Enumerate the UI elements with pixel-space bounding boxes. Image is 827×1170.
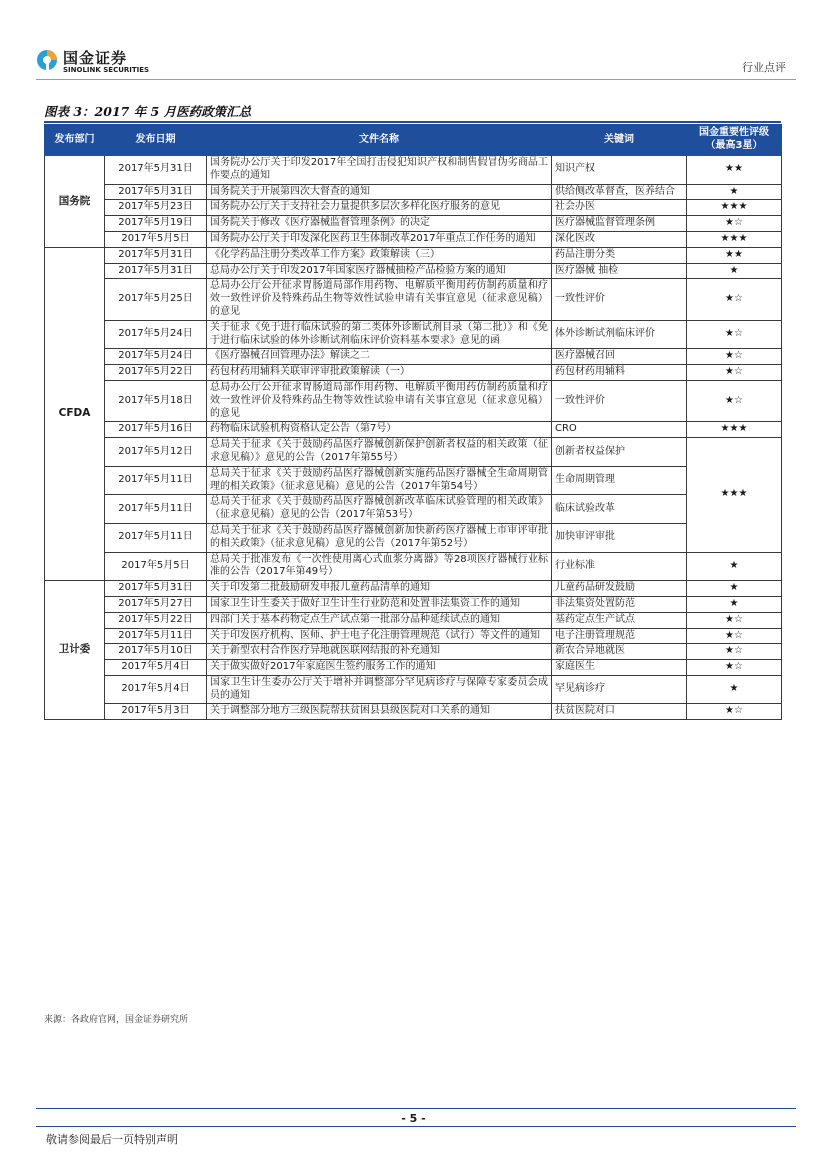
keyword-cell: 扶贫医院对口: [552, 704, 687, 720]
keyword-cell: 基药定点生产试点: [552, 612, 687, 628]
keyword-cell: 医疗器械监督管理条例: [552, 216, 687, 232]
table-row: [45, 279, 782, 320]
table-row: [45, 380, 782, 421]
date-cell: 2017年5月24日: [105, 320, 207, 349]
date-cell: 2017年5月4日: [105, 675, 207, 704]
table-row: [45, 216, 782, 232]
rating-cell: ★: [687, 581, 782, 597]
doc-name-cell: 关于征求《免于进行临床试验的第二类体外诊断试剂目录（第二批）》和《免于进行临床试验的体外诊断试剂临床评价资料基本要求》意见的函: [207, 320, 552, 349]
doc-name-cell: 国家卫生计生委办公厅关于增补并调整部分罕见病诊疗与保障专家委员会成员的通知: [207, 675, 552, 704]
page-header: [36, 44, 796, 80]
keyword-cell: 非法集资处置防范: [552, 596, 687, 612]
doc-name-cell: 四部门关于基本药物定点生产试点第一批部分品种延续试点的通知: [207, 612, 552, 628]
doc-name-cell: 关于新型农村合作医疗异地就医联网结报的补充通知: [207, 644, 552, 660]
table-row: [45, 349, 782, 365]
keyword-cell: 新农合异地就医: [552, 644, 687, 660]
doc-name-cell: 国务院办公厅关于印发深化医药卫生体制改革2017年重点工作任务的通知: [207, 231, 552, 247]
rating-cell: ★: [687, 263, 782, 279]
doc-name-cell: 总局关于批准发布《一次性使用离心式血浆分离器》等28项医疗器械行业标准的公告（2017年第49号）: [207, 552, 552, 581]
rating-cell: ★☆: [687, 644, 782, 660]
keyword-cell: CRO: [552, 422, 687, 438]
date-cell: 2017年5月22日: [105, 365, 207, 381]
date-cell: 2017年5月11日: [105, 523, 207, 552]
table-row: [45, 263, 782, 279]
keyword-cell: 一致性评价: [552, 279, 687, 320]
table-row: [45, 231, 782, 247]
brand-name-cn: 国金证券: [63, 49, 128, 67]
keyword-cell: 深化医改: [552, 231, 687, 247]
keyword-cell: 一致性评价: [552, 380, 687, 421]
keyword-cell: 体外诊断试剂临床评价: [552, 320, 687, 349]
footer-divider-bottom: [36, 1126, 796, 1127]
doc-name-cell: 关于印发医疗机构、医师、护士电子化注册管理规范（试行）等文件的通知: [207, 628, 552, 644]
doc-name-cell: 国务院办公厅关于印发2017年全国打击侵犯知识产权和制售假冒伪劣商品工作要点的通知: [207, 156, 552, 185]
date-cell: 2017年5月16日: [105, 422, 207, 438]
table-row: [45, 612, 782, 628]
date-cell: 2017年5月27日: [105, 596, 207, 612]
header-dept: 发布部门: [45, 125, 105, 156]
rating-cell: ★☆: [687, 660, 782, 676]
doc-name-cell: 总局办公厅关于印发2017年国家医疗器械抽检产品检验方案的通知: [207, 263, 552, 279]
doc-name-cell: 药包材药用辅料关联审评审批政策解读（一）: [207, 365, 552, 381]
sinolink-logo-icon: [36, 49, 58, 71]
dept-cell-cfda: CFDA: [45, 247, 105, 580]
header-date: 发布日期: [105, 125, 207, 156]
date-cell: 2017年5月3日: [105, 704, 207, 720]
table-row: [45, 247, 782, 263]
rating-cell: ★☆: [687, 216, 782, 232]
source-note: 来源：各政府官网，国金证券研究所: [44, 1015, 189, 1025]
rating-cell: ★☆: [687, 612, 782, 628]
rating-cell: ★☆: [687, 628, 782, 644]
date-cell: 2017年5月4日: [105, 660, 207, 676]
doc-name-cell: 药物临床试验机构资格认定公告（第7号）: [207, 422, 552, 438]
rating-cell: ★☆: [687, 279, 782, 320]
keyword-cell: 药品注册分类: [552, 247, 687, 263]
table-row: [45, 628, 782, 644]
table-row: [45, 523, 782, 552]
figure-title-rule: [44, 121, 781, 123]
doc-name-cell: 国务院关于开展第四次大督查的通知: [207, 184, 552, 200]
table-row: [45, 495, 782, 524]
header-doc-name: 文件名称: [207, 125, 552, 156]
rating-cell: ★★: [687, 247, 782, 263]
keyword-cell: 知识产权: [552, 156, 687, 185]
doc-name-cell: 关于印发第二批鼓励研发申报儿童药品清单的通知: [207, 581, 552, 597]
table-row: [45, 675, 782, 704]
keyword-cell: 加快审评审批: [552, 523, 687, 552]
keyword-cell: 医疗器械 抽检: [552, 263, 687, 279]
rating-cell: ★☆: [687, 349, 782, 365]
rating-cell: ★☆: [687, 704, 782, 720]
doc-name-cell: 《化学药品注册分类改革工作方案》政策解读（三）: [207, 247, 552, 263]
date-cell: 2017年5月31日: [105, 581, 207, 597]
date-cell: 2017年5月31日: [105, 247, 207, 263]
keyword-cell: 家庭医生: [552, 660, 687, 676]
doc-name-cell: 国家卫生计生委关于做好卫生计生行业防范和处置非法集资工作的通知: [207, 596, 552, 612]
disclaimer-note: 敬请参阅最后一页特别声明: [46, 1133, 178, 1146]
table-row: [45, 156, 782, 185]
rating-cell: ★★★: [687, 231, 782, 247]
date-cell: 2017年5月12日: [105, 438, 207, 467]
date-cell: 2017年5月31日: [105, 156, 207, 185]
keyword-cell: 社会办医: [552, 200, 687, 216]
keyword-cell: 生命周期管理: [552, 466, 687, 495]
table-row: [45, 466, 782, 495]
doc-name-cell: 总局办公厅公开征求胃肠道局部作用药物、电解质平衡用药仿制药质量和疗效一致性评价及特殊药品生物等效性试验申请有关事宜意见（征求意见稿）的意见: [207, 380, 552, 421]
doc-name-cell: 总局关于征求《关于鼓励药品医疗器械创新加快新药医疗器械上市审评审批的相关政策》（征求意见稿）意见的公告（2017年第52号）: [207, 523, 552, 552]
table-row: [45, 581, 782, 597]
keyword-cell: 行业标准: [552, 552, 687, 581]
date-cell: 2017年5月5日: [105, 552, 207, 581]
date-cell: 2017年5月11日: [105, 628, 207, 644]
date-cell: 2017年5月25日: [105, 279, 207, 320]
table-row: [45, 184, 782, 200]
keyword-cell: 临床试验改革: [552, 495, 687, 524]
keyword-cell: 供给侧改革督查，医养结合: [552, 184, 687, 200]
figure-title: 图表 3：2017 年 5 月医药政策汇总: [44, 104, 252, 119]
rating-cell: ★★★: [687, 422, 782, 438]
dept-cell-gwy: 国务院: [45, 156, 105, 248]
doc-name-cell: 关于调整部分地方三级医院帮扶贫困县县级医院对口关系的通知: [207, 704, 552, 720]
table-header-row: [45, 125, 782, 156]
doc-name-cell: 总局办公厅公开征求胃肠道局部作用药物、电解质平衡用药仿制药质量和疗效一致性评价及特殊药品生物等效性试验申请有关事宜意见（征求意见稿）的意见: [207, 279, 552, 320]
date-cell: 2017年5月11日: [105, 466, 207, 495]
date-cell: 2017年5月5日: [105, 231, 207, 247]
rating-cell: ★★★: [687, 200, 782, 216]
date-cell: 2017年5月11日: [105, 495, 207, 524]
table-row: [45, 438, 782, 467]
rating-cell: ★: [687, 596, 782, 612]
header-rating: 国金重要性评级（最高3星）: [687, 125, 782, 156]
date-cell: 2017年5月31日: [105, 184, 207, 200]
keyword-cell: 儿童药品研发鼓励: [552, 581, 687, 597]
date-cell: 2017年5月10日: [105, 644, 207, 660]
table-row: [45, 365, 782, 381]
table-row: [45, 552, 782, 581]
date-cell: 2017年5月22日: [105, 612, 207, 628]
date-cell: 2017年5月31日: [105, 263, 207, 279]
table-row: [45, 704, 782, 720]
report-type-label: 行业点评: [742, 61, 786, 74]
header-divider: [36, 79, 796, 80]
table-row: [45, 422, 782, 438]
date-cell: 2017年5月18日: [105, 380, 207, 421]
doc-name-cell: 《医疗器械召回管理办法》解读之二: [207, 349, 552, 365]
keyword-cell: 医疗器械召回: [552, 349, 687, 365]
rating-cell: ★: [687, 675, 782, 704]
footer-divider-top: [36, 1108, 796, 1109]
header-keyword: 关键词: [552, 125, 687, 156]
rating-cell: ★: [687, 552, 782, 581]
doc-name-cell: 总局关于征求《关于鼓励药品医疗器械创新保护创新者权益的相关政策（征求意见稿）》意见的公告（2017年第55号）: [207, 438, 552, 467]
table-row: [45, 596, 782, 612]
table-row: [45, 200, 782, 216]
table-row: [45, 320, 782, 349]
date-cell: 2017年5月23日: [105, 200, 207, 216]
brand-name-en: SINOLINK SECURITIES: [63, 66, 150, 74]
date-cell: 2017年5月19日: [105, 216, 207, 232]
table-row: [45, 644, 782, 660]
date-cell: 2017年5月24日: [105, 349, 207, 365]
rating-cell: ★☆: [687, 320, 782, 349]
rating-cell: ★: [687, 184, 782, 200]
doc-name-cell: 关于做实做好2017年家庭医生签约服务工作的通知: [207, 660, 552, 676]
rating-cell: ★★: [687, 156, 782, 185]
policy-summary-table: [44, 124, 782, 720]
keyword-cell: 罕见病诊疗: [552, 675, 687, 704]
dept-cell-wjw: 卫计委: [45, 581, 105, 720]
doc-name-cell: 总局关于征求《关于鼓励药品医疗器械创新实施药品医疗器械全生命周期管理的相关政策》（征求意见稿）意见的公告（2017年第54号）: [207, 466, 552, 495]
table-row: [45, 660, 782, 676]
rating-cell: ★☆: [687, 380, 782, 421]
doc-name-cell: 总局关于征求《关于鼓励药品医疗器械创新改革临床试验管理的相关政策》（征求意见稿）意见的公告（2017年第53号）: [207, 495, 552, 524]
rating-cell: ★☆: [687, 365, 782, 381]
doc-name-cell: 国务院办公厅关于支持社会力量提供多层次多样化医疗服务的意见: [207, 200, 552, 216]
rating-cell-merged: ★★★: [687, 438, 782, 552]
keyword-cell: 创新者权益保护: [552, 438, 687, 467]
doc-name-cell: 国务院关于修改《医疗器械监督管理条例》的决定: [207, 216, 552, 232]
page-number: - 5 -: [401, 1112, 426, 1125]
keyword-cell: 电子注册管理规范: [552, 628, 687, 644]
keyword-cell: 药包材药用辅料: [552, 365, 687, 381]
